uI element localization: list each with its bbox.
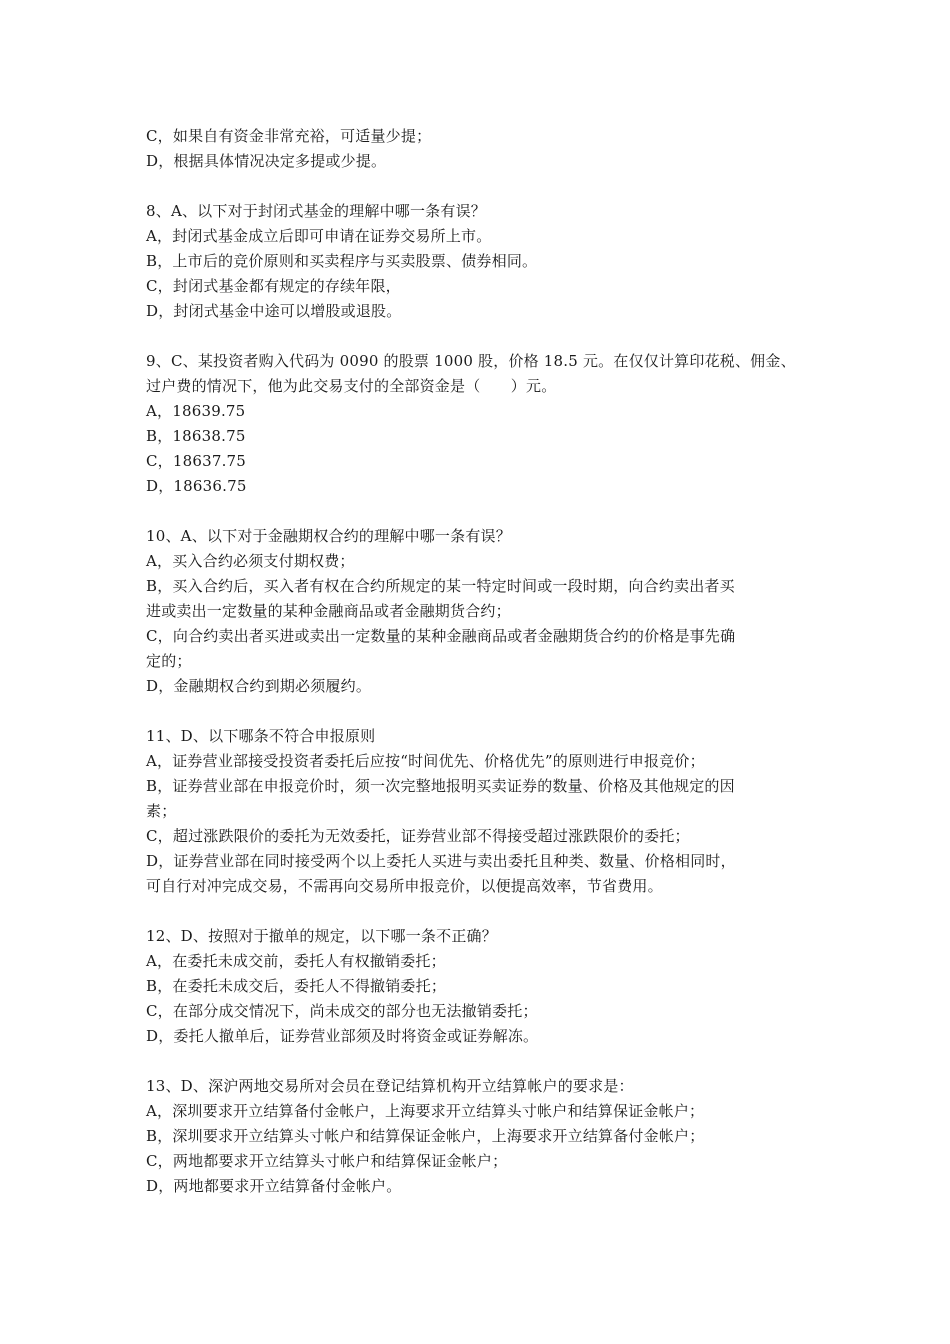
option-d: D，金融期权合约到期必须履约。 [146,677,372,695]
question-7-fragment [146,124,826,174]
option-c: C，封闭式基金都有规定的存续年限， [146,277,401,295]
option-a: A，在委托未成交前，委托人有权撤销委托； [146,952,446,970]
spacer [146,499,826,524]
question-stem: 13、D、深沪两地交易所对会员在登记结算机构开立结算帐户的要求是： [146,1077,634,1095]
question-8 [146,199,826,324]
option-c: C，如果自有资金非常充裕，可适量少提； [146,127,432,145]
option-b: B，证券营业部在申报竞价时，须一次完整地报明买卖证券的数量、价格及其他规定的因 [146,777,735,795]
spacer [146,1049,826,1074]
option-b: B，18638.75 [146,427,246,445]
option-a: A，封闭式基金成立后即可申请在证券交易所上市。 [146,227,492,245]
question-12 [146,924,826,1049]
option-b: B，深圳要求开立结算头寸帐户和结算保证金帐户，上海要求开立结算备付金帐户； [146,1127,705,1145]
option-d-continued: 可自行对冲完成交易，不需再向交易所申报竞价，以便提高效率，节省费用。 [146,877,663,895]
option-d: D，两地都要求开立结算备付金帐户。 [146,1177,402,1195]
option-b-continued: 进或卖出一定数量的某种金融商品或者金融期货合约； [146,602,511,620]
option-d: D，18636.75 [146,477,247,495]
question-stem: 12、D、按照对于撤单的规定，以下哪一条不正确？ [146,927,497,945]
option-a: A，深圳要求开立结算备付金帐户，上海要求开立结算头寸帐户和结算保证金帐户； [146,1102,705,1120]
question-stem: 9、C、某投资者购入代码为 0090 的股票 1000 股，价格 18.5 元。在仅仅计算印花税、佣金、 [146,352,796,370]
option-a: A，买入合约必须支付期权费； [146,552,355,570]
option-b: B，在委托未成交后，委托人不得撤销委托； [146,977,447,995]
option-d: D，证券营业部在同时接受两个以上委托人买进与卖出委托且种类、数量、价格相同时， [146,852,736,870]
option-c: C，超过涨跌限价的委托为无效委托，证券营业部不得接受超过涨跌限价的委托； [146,827,690,845]
question-stem: 10、A、以下对于金融期权合约的理解中哪一条有误？ [146,527,511,545]
spacer [146,324,826,349]
option-b: B，买入合约后，买入者有权在合约所规定的某一特定时间或一段时期，向合约卖出者买 [146,577,735,595]
option-d: D，封闭式基金中途可以增股或退股。 [146,302,402,320]
option-d: D，根据具体情况决定多提或少提。 [146,152,387,170]
option-c: C，向合约卖出者买进或卖出一定数量的某种金融商品或者金融期货合约的价格是事先确 [146,627,736,645]
question-13 [146,1074,826,1199]
question-11 [146,724,826,899]
spacer [146,174,826,199]
option-c: C，在部分成交情况下，尚未成交的部分也无法撤销委托； [146,1002,538,1020]
option-a: A，证券营业部接受投资者委托后应按“时间优先、价格优先”的原则进行申报竞价； [146,752,705,770]
question-stem: 8、A、以下对于封闭式基金的理解中哪一条有误？ [146,202,486,220]
spacer [146,899,826,924]
option-c: C，两地都要求开立结算头寸帐户和结算保证金帐户； [146,1152,508,1170]
option-c-continued: 定的； [146,652,192,670]
spacer [146,699,826,724]
option-a: A，18639.75 [146,402,246,420]
question-stem-continued: 过户费的情况下，他为此交易支付的全部资金是（ ）元。 [146,377,557,395]
option-d: D，委托人撤单后，证券营业部须及时将资金或证券解冻。 [146,1027,539,1045]
option-c: C，18637.75 [146,452,247,470]
option-b-continued: 素； [146,802,177,820]
option-b: B，上市后的竞价原则和买卖程序与买卖股票、债券相同。 [146,252,538,270]
question-stem: 11、D、以下哪条不符合申报原则 [146,727,376,745]
question-9 [146,349,826,499]
document-page [146,124,826,1199]
question-10 [146,524,826,699]
